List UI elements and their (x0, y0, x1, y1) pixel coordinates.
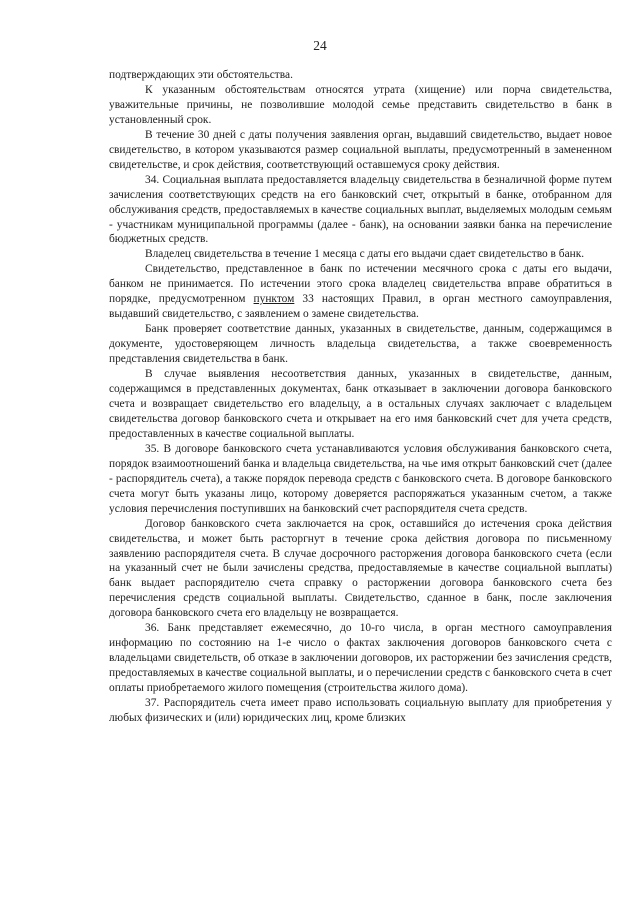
text-run: 33 настоящих Правил, в орган местного самоуправления, выдавший свидетельство, с заявлением о замене свидетельства. (109, 293, 612, 321)
paragraph: К указанным обстоятельствам относятся утрата (хищение) или порча свидетельства, уважительные причины, не позволившие молодой семье представить свидетельство в банк в установленный срок. (109, 83, 612, 126)
text-run: Свидетельство, представленное в банк по истечении месячного срока с даты его выдачи, банком не принимается. По истечении этого срока владелец свидетельства вправе обратиться в порядке, предусмотренном (109, 263, 612, 306)
document-body (109, 68, 612, 726)
paragraph: подтверждающих эти обстоятельства. (109, 69, 293, 81)
paragraph: Банк проверяет соответствие данных, указанных в свидетельстве, данным, содержащимся в документе, удостоверяющем личность владельца свидетельства, а также своевременность представления свидетельства в банк. (109, 323, 612, 366)
paragraph: В случае выявления несоответствия данных, указанных в свидетельстве, данным, содержащимся в представленных документах, банк отказывает в заключении договора банковского счета и возвращает свидетельство его владельцу, а в остальных случаях заключает с владельцем свидетельства договор банковского счета и открывает на его имя банковский счет для учета средств, предоставленных в качестве социальной выплаты. (109, 368, 612, 440)
paragraph (109, 262, 612, 322)
paragraph: В течение 30 дней с даты получения заявления орган, выдавший свидетельство, выдает новое свидетельство, в котором указываются размер социальной выплаты, предусмотренный в замененном свидетельстве, и срок действия, соответствующий оставшемуся сроку действия. (109, 128, 612, 171)
page-number: 24 (313, 38, 327, 53)
link-punkt[interactable]: пунктом (253, 293, 295, 306)
paragraph: Владелец свидетельства в течение 1 месяца с даты его выдачи сдает свидетельство в банк. (145, 248, 585, 261)
paragraph-36: 36. Банк представляет ежемесячно, до 10-го числа, в орган местного самоуправления информацию по состоянию на 1-е число о фактах заключения договоров банковского счета с владельцами свидетельств, об отказе в заключении договоров, их расторжении без зачисления средств, предоставляемых в качестве социальной выплаты, и о перечислении средств с банковского счета в счет оплаты приобретаемого жилого помещения (строительства жилого дома). (109, 622, 612, 695)
paragraph-35: 35. В договоре банковского счета устанавливаются условия обслуживания банковского счета, порядок взаимоотношений банка и владельца свидетельства, на чье имя открыт банковский счет (далее - распорядитель счета), а также порядок перевода средств с банковского счета. В договоре банковского счета могут быть указаны лицо, которому доверяется распоряжаться указанным счетом, а также условия перечисления поступивших на банковский счет распорядителя счета средств. (109, 442, 612, 515)
paragraph-37: 37. Распорядитель счета имеет право использовать социальную выплату для приобретения у любых физических и (или) юридических лиц, кроме близких (109, 697, 612, 724)
paragraph-34: 34. Социальная выплата предоставляется владельцу свидетельства в безналичной форме путем зачисления соответствующих средств на его банковский счет, открытый в банке, отобранном для обслуживания средств, предоставляемых в качестве социальных выплат, выделяемых молодым семьям - участникам муниципальной программы (далее - банк), на основании заявки банка на перечисление бюджетных средств. (109, 173, 612, 246)
paragraph: Договор банковского счета заключается на срок, оставшийся до истечения срока действия свидетельства, и может быть расторгнут в течение срока действия договора по письменному заявлению распорядителя счета. В случае досрочного расторжения договора банковского счета (если на указанный счет не были зачислены средства, предоставляемые в качестве социальной выплаты) банк выдает распорядителю счета справку о расторжении договора банковского счета без перечисления средств социальной выплаты. Свидетельство, сданное в банк, после заключения договора банковского счета его владельцу не возвращается. (109, 517, 612, 620)
